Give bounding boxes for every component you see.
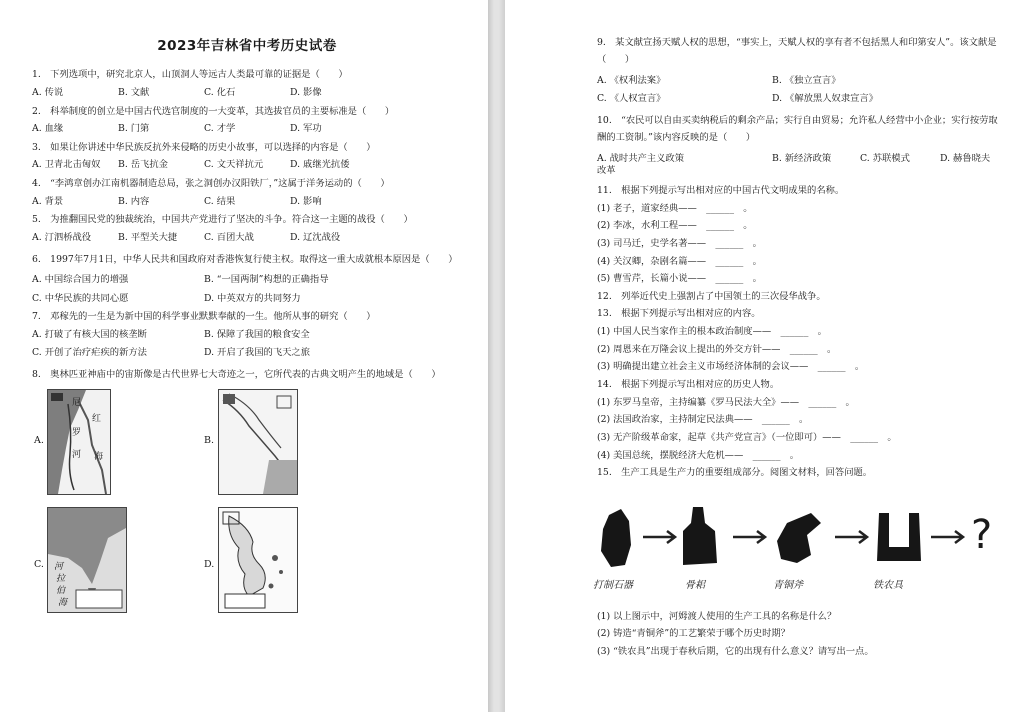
exam-page-right (505, 0, 1024, 712)
question-7: 7. 邓稼先的一生是为新中国的科学事业默默奉献的一生。他所从事的研究（ ） (32, 311, 376, 323)
option: A. 战时共产主义政策 (597, 152, 684, 164)
question-13: 13. 根据下列提示写出相对应的内容。 (597, 308, 761, 320)
question-11-item: (5) 曹雪芹，长篇小说—— ______ 。 (597, 273, 762, 285)
map-d-greece (218, 507, 298, 613)
option: B. 平型关大捷 (118, 232, 178, 244)
question-14-item: (2) 法国政治家，主持制定民法典—— ______ 。 (597, 414, 809, 426)
option: D. 《解放黑人奴隶宣言》 (772, 93, 879, 105)
question-4-options (32, 196, 462, 207)
option: A. 背景 (32, 195, 64, 207)
question-6-options (32, 274, 462, 303)
question-15-subquestion: (3) “铁农具”出现于春秋后期，它的出现有什么意义？请写出一点。 (597, 645, 874, 657)
bronze-axe-icon (777, 513, 821, 563)
question-8: 8. 奥林匹亚神庙中的宙斯像是古代世界七大奇迹之一，它所代表的古典文明产生的地域是（ ） (32, 368, 441, 380)
question-13-item: (2) 周恩来在万隆会议上提出的外交方针—— ______ 。 (597, 343, 837, 355)
iron-farm-tool-icon (877, 513, 921, 561)
option: C. 开创了治疗疟疾的新方法 (32, 347, 147, 359)
tool-label-iron: 铁农具 (873, 579, 903, 591)
option: D. 赫鲁晓夫 (940, 152, 991, 164)
map-label-nile-1: 尼 (72, 398, 82, 409)
page-gutter-shadow (488, 0, 494, 712)
question-2: 2. 科举制度的创立是中国古代选官制度的一大变革，其选拔官员的主要标准是（ ） (32, 105, 395, 117)
tool-label-stone: 打制石器 (593, 579, 633, 591)
option: C. 中华民族的共同心愿 (32, 292, 129, 304)
question-14: 14. 根据下列提示写出相对应的历史人物。 (597, 379, 780, 391)
question-6: 6. 1997年7月1日，中华人民共和国政府对香港恢复行使主权。取得这一重大成就根本原因是（ ） (32, 253, 458, 265)
option: D. 影响 (290, 195, 322, 207)
map-label-he: 河 (54, 562, 64, 573)
question-15: 15. 生产工具是生产力的重要组成部分。阅图文材料，回答问题。 (597, 467, 873, 479)
question-14-item: (4) 美国总统，摆脱经济大危机—— ______ 。 (597, 449, 800, 461)
option: D. 戚继光抗倭 (290, 159, 350, 171)
option: A. 中国综合国力的增强 (32, 274, 129, 286)
map-option-a-label: A. (34, 435, 44, 447)
option: C. 才学 (204, 123, 236, 135)
question-11-item: (3) 司马迁，史学名著—— ______ 。 (597, 237, 762, 249)
option: C. 百团大战 (204, 232, 254, 244)
option: C. 苏联模式 (860, 152, 910, 164)
question-10: 10. “农民可以自由买卖纳税后的剩余产品；实行自由贸易；允许私人经营中小企业；实行按劳取酬的工资制。”该内容反映的是（ ） (597, 114, 998, 143)
bone-spade-icon (683, 507, 717, 565)
arrow-icon (733, 531, 765, 543)
question-10-option-tail: 改革 (597, 164, 616, 176)
option: A. 传说 (32, 86, 64, 98)
map-label-sea: 海 (94, 452, 104, 463)
question-11-item: (2) 李冰，水利工程—— ______ 。 (597, 220, 753, 232)
map-label-nile-2: 罗 (72, 428, 82, 439)
option: D. 中英双方的共同努力 (204, 292, 301, 304)
question-13-item: (1) 中国人民当家作主的根本政治制度—— ______ 。 (597, 326, 827, 338)
option: D. 辽沈战役 (290, 232, 341, 244)
option: D. 影像 (290, 86, 322, 98)
question-14-item: (1) 东罗马皇帝，主持编纂《罗马民法大全》—— ______ 。 (597, 396, 855, 408)
option: B. “一国两制”构想的正确指导 (204, 274, 329, 286)
option: A. 打破了有核大国的核垄断 (32, 328, 147, 340)
option: B. 《独立宣言》 (772, 74, 841, 86)
option: C. 《人权宣言》 (597, 93, 666, 105)
question-5-options (32, 232, 462, 243)
option: C. 化石 (204, 86, 236, 98)
question-1-options (32, 87, 462, 98)
question-11-item: (1) 老子，道家经典—— ______ 。 (597, 202, 753, 214)
question-10-options (597, 153, 1002, 164)
arrow-icon (835, 531, 867, 543)
option: D. 开启了我国的飞天之旅 (204, 347, 311, 359)
map-label-red: 红 (92, 414, 102, 425)
option: A. 卫青北击匈奴 (32, 159, 101, 171)
map-label-nile-3: 河 (72, 450, 82, 461)
option: A. 汀泗桥战役 (32, 232, 92, 244)
question-3: 3. 如果让你讲述中华民族反抗外来侵略的历史小故事，可以选择的内容是（ ） (32, 141, 376, 153)
map-label-la: 拉 (56, 574, 66, 585)
question-15-subquestion: (2) 铸造“青铜斧”的工艺繁荣于哪个历史时期？ (597, 628, 790, 640)
option: C. 结果 (204, 195, 236, 207)
map-option-d-label: D. (204, 559, 215, 571)
question-8-maps (32, 389, 462, 629)
option: B. 门第 (118, 123, 150, 135)
option: B. 保障了我国的粮食安全 (204, 328, 310, 340)
tool-label-bone: 骨耜 (685, 579, 705, 591)
question-2-options (32, 123, 462, 134)
map-c-india (47, 507, 127, 613)
question-11: 11. 根据下列提示写出相对应的中国古代文明成果的名称。 (597, 184, 845, 196)
question-1: 1. 下列选项中，研究北京人，山顶洞人等远古人类最可靠的证据是（ ） (32, 69, 348, 81)
option: B. 文献 (118, 86, 150, 98)
option: A. 《权利法案》 (597, 74, 666, 86)
option: D. 军功 (290, 123, 322, 135)
question-15-subquestion: (1) 以上图示中，河姆渡人使用的生产工具的名称是什么？ (597, 610, 837, 622)
map-a-egypt (47, 389, 111, 495)
question-11-item: (4) 关汉卿，杂剧名篇—— ______ 。 (597, 255, 762, 267)
option: B. 岳飞抗金 (118, 159, 168, 171)
question-4: 4. “李鸿章创办江南机器制造总局，张之洞创办汉阳铁厂，”这属于洋务运动的（ ） (32, 178, 390, 190)
map-label-hai: 海 (58, 598, 68, 609)
map-option-b-label: B. (204, 435, 215, 447)
chipped-stone-tool-icon (601, 509, 631, 567)
question-9-options (597, 75, 1002, 104)
map-b-mesopotamia (218, 389, 298, 495)
map-option-c-label: C. (34, 559, 44, 571)
tool-evolution-figure (591, 501, 1002, 601)
question-9: 9. 某文献宣扬天赋人权的思想，“事实上，天赋人权的享有者不包括黑人和印第安人”。该文献是（ ） (597, 37, 997, 66)
question-14-item: (3) 无产阶级革命家，起草《共产党宣言》（一位即可）—— ______ 。 (597, 432, 897, 444)
question-12: 12. 列举近代史上强割占了中国领土的三次侵华战争。 (597, 290, 826, 302)
arrow-icon (643, 531, 675, 543)
exam-page-left (0, 0, 488, 712)
option: C. 文天祥抗元 (204, 159, 264, 171)
question-13-item: (3) 明确提出建立社会主义市场经济体制的会议—— ______ 。 (597, 361, 865, 373)
question-3-options (32, 159, 462, 170)
option: A. 血缘 (32, 123, 64, 135)
arrow-icon (931, 531, 963, 543)
map-label-bo: 伯 (56, 586, 66, 597)
question-7-options (32, 329, 462, 358)
option: B. 内容 (118, 195, 150, 207)
unknown-question-mark: ? (971, 511, 993, 558)
option: B. 新经济政策 (772, 152, 832, 164)
tool-label-bronze: 青铜斧 (773, 579, 803, 591)
question-5: 5. 为推翻国民党的独裁统治，中国共产党进行了坚决的斗争。符合这一主题的战役（ ） (32, 214, 413, 226)
exam-title: 2023年吉林省中考历史试卷 (157, 38, 337, 54)
